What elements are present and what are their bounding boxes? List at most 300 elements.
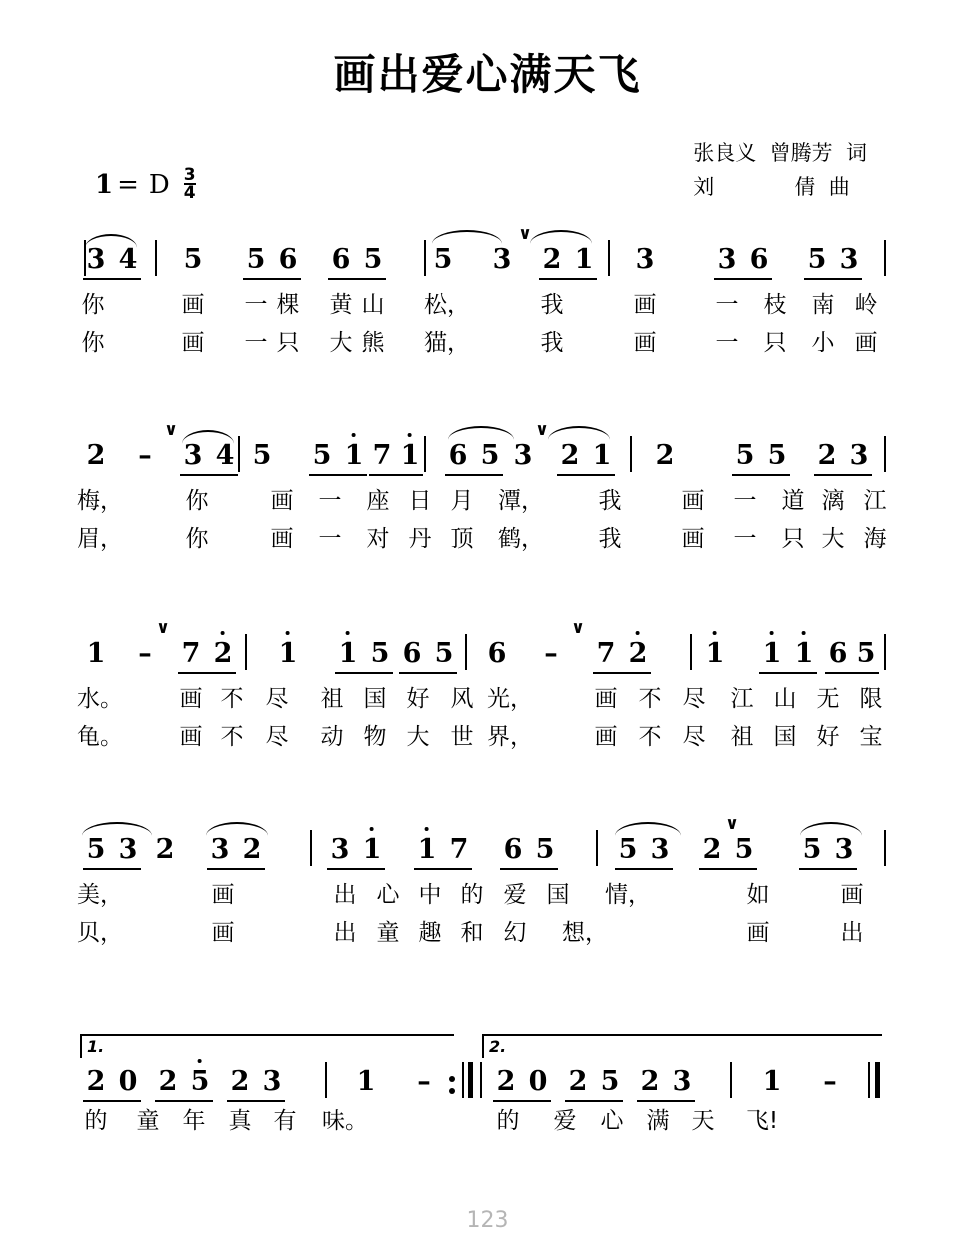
final-barline-thick (875, 1062, 880, 1098)
note: 5 (252, 440, 272, 471)
lyric: 你 (81, 330, 105, 356)
barline (325, 1062, 327, 1098)
note: 5 (618, 834, 638, 865)
lyric: 有 (273, 1108, 297, 1134)
beam-underline (83, 278, 141, 280)
note: 6 (278, 244, 298, 275)
beam-underline (180, 474, 238, 476)
beam-underline (83, 868, 141, 870)
note: 7 (596, 638, 616, 669)
lyric: 出 (333, 920, 357, 946)
lyric: 限 (859, 686, 883, 712)
lyric: 物 (363, 724, 387, 750)
note: 5 (433, 244, 453, 275)
lyric: 画 (854, 330, 878, 356)
key-signature (95, 165, 196, 203)
lyric: 日 (408, 488, 432, 514)
note: 2 (817, 440, 837, 471)
note: 1 (344, 440, 364, 471)
lyric: 顶 (450, 526, 474, 552)
note: 2 (702, 834, 722, 865)
slur (530, 230, 592, 244)
note: 7 (372, 440, 392, 471)
barline (884, 634, 886, 670)
barline (310, 830, 312, 866)
note: 5 (86, 834, 106, 865)
lyric: 道 (781, 488, 805, 514)
note: 1 (705, 638, 725, 669)
lyric: 一 (318, 526, 342, 552)
lyric: 一 (715, 330, 739, 356)
lyric: 你 (81, 292, 105, 318)
note: 2 (155, 834, 175, 865)
lyric: 水。 (77, 686, 123, 712)
lyric: 趣 (418, 920, 442, 946)
lyric: 飞! (745, 1108, 779, 1134)
lyric: 的 (460, 882, 484, 908)
barline (155, 240, 157, 276)
note: 3 (849, 440, 869, 471)
ending-bracket-2 (482, 1034, 882, 1058)
note: 1 (762, 1066, 782, 1097)
lyric: 漓 (821, 488, 845, 514)
key-one: 1 (95, 169, 114, 200)
lyric: 只 (276, 330, 300, 356)
lyric: 棵 (276, 292, 300, 318)
note: 6 (503, 834, 523, 865)
lyric: 大 (821, 526, 845, 552)
note: – (138, 440, 152, 471)
slur (448, 426, 514, 440)
note: 3 (672, 1066, 692, 1097)
repeat-thick-barline (468, 1062, 473, 1098)
note: 5 (807, 244, 827, 275)
note: 2 (542, 244, 562, 275)
note: 1 (278, 638, 298, 669)
note: 3 (834, 834, 854, 865)
note: 3 (330, 834, 350, 865)
beam-underline (804, 278, 862, 280)
note: 6 (402, 638, 422, 669)
lyric: 尽 (265, 724, 289, 750)
note: 5 (363, 244, 383, 275)
page-title: 画出爱心满天飞 (333, 50, 642, 99)
note: 5 (735, 440, 755, 471)
note: 0 (528, 1066, 548, 1097)
lyric: 出 (333, 882, 357, 908)
lyric: 不 (220, 724, 244, 750)
lyric: 爱 (503, 882, 527, 908)
note: 1 (338, 638, 358, 669)
final-barline-thin (868, 1062, 870, 1098)
lyric: 好 (816, 724, 840, 750)
lyric: 无 (816, 686, 840, 712)
note: – (823, 1066, 837, 1097)
note: 7 (449, 834, 469, 865)
lyric: 童 (376, 920, 400, 946)
note: 6 (487, 638, 507, 669)
beam-underline (328, 278, 386, 280)
note: 2 (242, 834, 262, 865)
system-1 (0, 224, 975, 362)
lyric: 祖 (320, 686, 344, 712)
note: 5 (246, 244, 266, 275)
system-3-lyric-verse2 (0, 718, 975, 756)
lyric: 不 (638, 724, 662, 750)
lyric: 动 (320, 724, 344, 750)
note: 5 (434, 638, 454, 669)
lyric: 不 (220, 686, 244, 712)
note: 2 (496, 1066, 516, 1097)
lyric: 尽 (682, 724, 706, 750)
note: 2 (560, 440, 580, 471)
lyric: 山 (361, 292, 385, 318)
lyric: 的 (84, 1108, 108, 1134)
system-5-lyric-verse1 (0, 1102, 975, 1142)
lyric: 画 (181, 292, 205, 318)
note: 1 (362, 834, 382, 865)
beam-underline (825, 672, 879, 674)
lyric: 画 (181, 330, 205, 356)
lyric: 情， (605, 882, 651, 908)
lyric: 尽 (682, 686, 706, 712)
note: 2 (158, 1066, 178, 1097)
note: 2 (213, 638, 233, 669)
lyric: 只 (781, 526, 805, 552)
lyric: 不 (638, 686, 662, 712)
note: 1 (86, 638, 106, 669)
breath-mark: ∨ (518, 224, 532, 244)
note: 5 (856, 638, 876, 669)
breath-mark: ∨ (725, 814, 739, 834)
note: – (138, 638, 152, 669)
key-tonic: D (148, 169, 170, 200)
system-4-lyric-verse2 (0, 914, 975, 952)
lyric: 出 (840, 920, 864, 946)
note: 2 (568, 1066, 588, 1097)
system-2-lyric-verse2 (0, 520, 975, 558)
lyric: 界， (487, 724, 533, 750)
barline (630, 436, 632, 472)
lyric: 猫， (424, 330, 470, 356)
lyric: 座 (366, 488, 390, 514)
lyric: 梅， (77, 488, 123, 514)
barline (424, 240, 426, 276)
time-signature (183, 165, 196, 203)
lyric: 心 (376, 882, 400, 908)
ending-bracket-1 (80, 1034, 454, 1058)
note: 2 (640, 1066, 660, 1097)
note: 5 (600, 1066, 620, 1097)
lyric: 熊 (361, 330, 385, 356)
lyric: 只 (763, 330, 787, 356)
lyric: 画 (270, 526, 294, 552)
lyric: 尽 (265, 686, 289, 712)
beam-underline (593, 672, 651, 674)
lyric: 爱 (553, 1108, 577, 1134)
note: 0 (118, 1066, 138, 1097)
lyric: 画 (633, 330, 657, 356)
beam-underline (557, 474, 615, 476)
note: 6 (448, 440, 468, 471)
note: 1 (574, 244, 594, 275)
beam-underline (369, 474, 423, 476)
beam-underline (309, 474, 367, 476)
lyric: 好 (406, 686, 430, 712)
note: 4 (215, 440, 235, 471)
lyric: 光， (487, 686, 533, 712)
barline (884, 240, 886, 276)
system-5 (0, 1030, 975, 1142)
system-4-lyric-verse1 (0, 876, 975, 914)
beam-underline (799, 868, 857, 870)
note: 3 (717, 244, 737, 275)
lyric: 画 (179, 724, 203, 750)
beam-underline (539, 278, 597, 280)
lyric: 国 (773, 724, 797, 750)
note: – (544, 638, 558, 669)
system-1-notes (0, 224, 975, 286)
lyric: 我 (598, 488, 622, 514)
lyric: 小 (811, 330, 835, 356)
lyric: 龟。 (77, 724, 123, 750)
note: 1 (592, 440, 612, 471)
lyric: 世 (450, 724, 474, 750)
lyric: 心 (600, 1108, 624, 1134)
lyric: 画 (211, 882, 235, 908)
beam-underline (399, 672, 457, 674)
lyric: 一 (244, 330, 268, 356)
beam-underline (243, 278, 301, 280)
lyric: 画 (594, 724, 618, 750)
lyric: 童 (136, 1108, 160, 1134)
lyric: 江 (730, 686, 754, 712)
note: 2 (655, 440, 675, 471)
note: 3 (513, 440, 533, 471)
lyric: 宝 (859, 724, 883, 750)
lyric: 风 (450, 686, 474, 712)
lyric: 想， (562, 920, 608, 946)
lyric: 天 (691, 1108, 715, 1134)
lyric: 画 (840, 882, 864, 908)
system-4-notes (0, 814, 975, 876)
repeat-dots (449, 1070, 455, 1100)
lyric: 画 (746, 920, 770, 946)
lyric: 真 (228, 1108, 252, 1134)
system-2-notes (0, 420, 975, 482)
breath-mark: ∨ (164, 420, 178, 440)
credit-lyricist: 张良义 曾腾芳 词 (693, 141, 867, 165)
lyric: 中 (418, 882, 442, 908)
lyric: 江 (863, 488, 887, 514)
barline (245, 634, 247, 670)
beam-underline (699, 868, 757, 870)
beam-underline (500, 868, 558, 870)
note: 3 (210, 834, 230, 865)
barline (884, 830, 886, 866)
lyric: 月 (450, 488, 474, 514)
page-number: 123 (466, 1208, 509, 1233)
beam-underline (814, 474, 872, 476)
note: 3 (183, 440, 203, 471)
note: 1 (400, 440, 420, 471)
system-3-lyric-verse1 (0, 680, 975, 718)
lyric: 我 (540, 292, 564, 318)
lyric: 一 (715, 292, 739, 318)
note: 7 (181, 638, 201, 669)
lyric: 画 (179, 686, 203, 712)
lyric: 国 (363, 686, 387, 712)
lyric: 画 (681, 526, 705, 552)
note: 3 (650, 834, 670, 865)
note: 3 (839, 244, 859, 275)
lyric: 大 (406, 724, 430, 750)
lyric: 我 (540, 330, 564, 356)
note: 5 (190, 1066, 210, 1097)
beam-underline (207, 868, 265, 870)
system-2-lyric-verse1 (0, 482, 975, 520)
note: 3 (635, 244, 655, 275)
lyric: 满 (646, 1108, 670, 1134)
barline (424, 436, 426, 472)
lyric: 一 (244, 292, 268, 318)
lyric: 一 (733, 488, 757, 514)
note: 5 (312, 440, 332, 471)
barline (596, 830, 598, 866)
beam-underline (178, 672, 236, 674)
note: 6 (749, 244, 769, 275)
note: – (417, 1066, 431, 1097)
lyric: 眉， (77, 526, 123, 552)
barline (480, 1062, 482, 1098)
note: 5 (183, 244, 203, 275)
beam-underline (414, 868, 472, 870)
system-5-notes (0, 1030, 975, 1102)
credits (693, 136, 867, 204)
system-3-notes (0, 618, 975, 680)
note: 3 (86, 244, 106, 275)
lyric: 画 (681, 488, 705, 514)
beam-underline (445, 474, 503, 476)
breath-mark: ∨ (571, 618, 585, 638)
lyric: 鹤， (498, 526, 544, 552)
lyric: 你 (185, 488, 209, 514)
beam-underline (714, 278, 772, 280)
note: 5 (370, 638, 390, 669)
note: 1 (417, 834, 437, 865)
barline (238, 436, 240, 472)
lyric: 岭 (854, 292, 878, 318)
note: 6 (828, 638, 848, 669)
lyric: 松， (424, 292, 470, 318)
lyric: 枝 (763, 292, 787, 318)
barline (462, 1062, 464, 1098)
barline (730, 1062, 732, 1098)
breath-mark: ∨ (535, 420, 549, 440)
note: 6 (331, 244, 351, 275)
lyric: 一 (733, 526, 757, 552)
lyric: 我 (598, 526, 622, 552)
lyric: 画 (594, 686, 618, 712)
ending-1-label: 1. (87, 1037, 105, 1056)
ending-2-label: 2. (489, 1037, 507, 1056)
lyric: 海 (863, 526, 887, 552)
lyric: 丹 (408, 526, 432, 552)
note: 1 (762, 638, 782, 669)
note: 5 (480, 440, 500, 471)
lyric: 大 (329, 330, 353, 356)
lyric: 国 (546, 882, 570, 908)
lyric: 画 (633, 292, 657, 318)
note: 3 (492, 244, 512, 275)
note: 1 (356, 1066, 376, 1097)
system-4 (0, 814, 975, 952)
lyric: 山 (773, 686, 797, 712)
beam-underline (615, 868, 673, 870)
lyric: 和 (460, 920, 484, 946)
beam-underline (335, 672, 393, 674)
lyric: 潭， (498, 488, 544, 514)
barline (608, 240, 610, 276)
note: 2 (628, 638, 648, 669)
system-3 (0, 618, 975, 756)
note: 5 (767, 440, 787, 471)
lyric: 黄 (329, 292, 353, 318)
note: 3 (262, 1066, 282, 1097)
slur (548, 426, 610, 440)
barline (884, 436, 886, 472)
note: 2 (86, 1066, 106, 1097)
note: 3 (118, 834, 138, 865)
barline (690, 634, 692, 670)
key-equals: = (117, 169, 139, 200)
lyric: 美， (77, 882, 123, 908)
lyric: 祖 (730, 724, 754, 750)
lyric: 的 (496, 1108, 520, 1134)
credit-composer: 刘 倩 曲 (693, 175, 850, 199)
note: 2 (86, 440, 106, 471)
barline (465, 634, 467, 670)
lyric: 贝， (77, 920, 123, 946)
lyric: 对 (366, 526, 390, 552)
note: 2 (230, 1066, 250, 1097)
beam-underline (759, 672, 817, 674)
note: 4 (118, 244, 138, 275)
breath-mark: ∨ (156, 618, 170, 638)
system-2 (0, 420, 975, 558)
note: 1 (794, 638, 814, 669)
lyric: 你 (185, 526, 209, 552)
lyric: 画 (211, 920, 235, 946)
meter-numerator: 3 (183, 165, 196, 185)
system-1-lyric-verse2 (0, 324, 975, 362)
lyric: 一 (318, 488, 342, 514)
lyric: 年 (182, 1108, 206, 1134)
meter-denominator: 4 (183, 183, 196, 203)
note: 5 (535, 834, 555, 865)
lyric: 画 (270, 488, 294, 514)
note: 5 (734, 834, 754, 865)
beam-underline (327, 868, 385, 870)
lyric: 幻 (503, 920, 527, 946)
slur (432, 230, 502, 244)
lyric: 如 (746, 882, 770, 908)
system-1-lyric-verse1 (0, 286, 975, 324)
lyric: 南 (811, 292, 835, 318)
lyric: 味。 (322, 1108, 368, 1134)
beam-underline (732, 474, 790, 476)
note: 5 (802, 834, 822, 865)
